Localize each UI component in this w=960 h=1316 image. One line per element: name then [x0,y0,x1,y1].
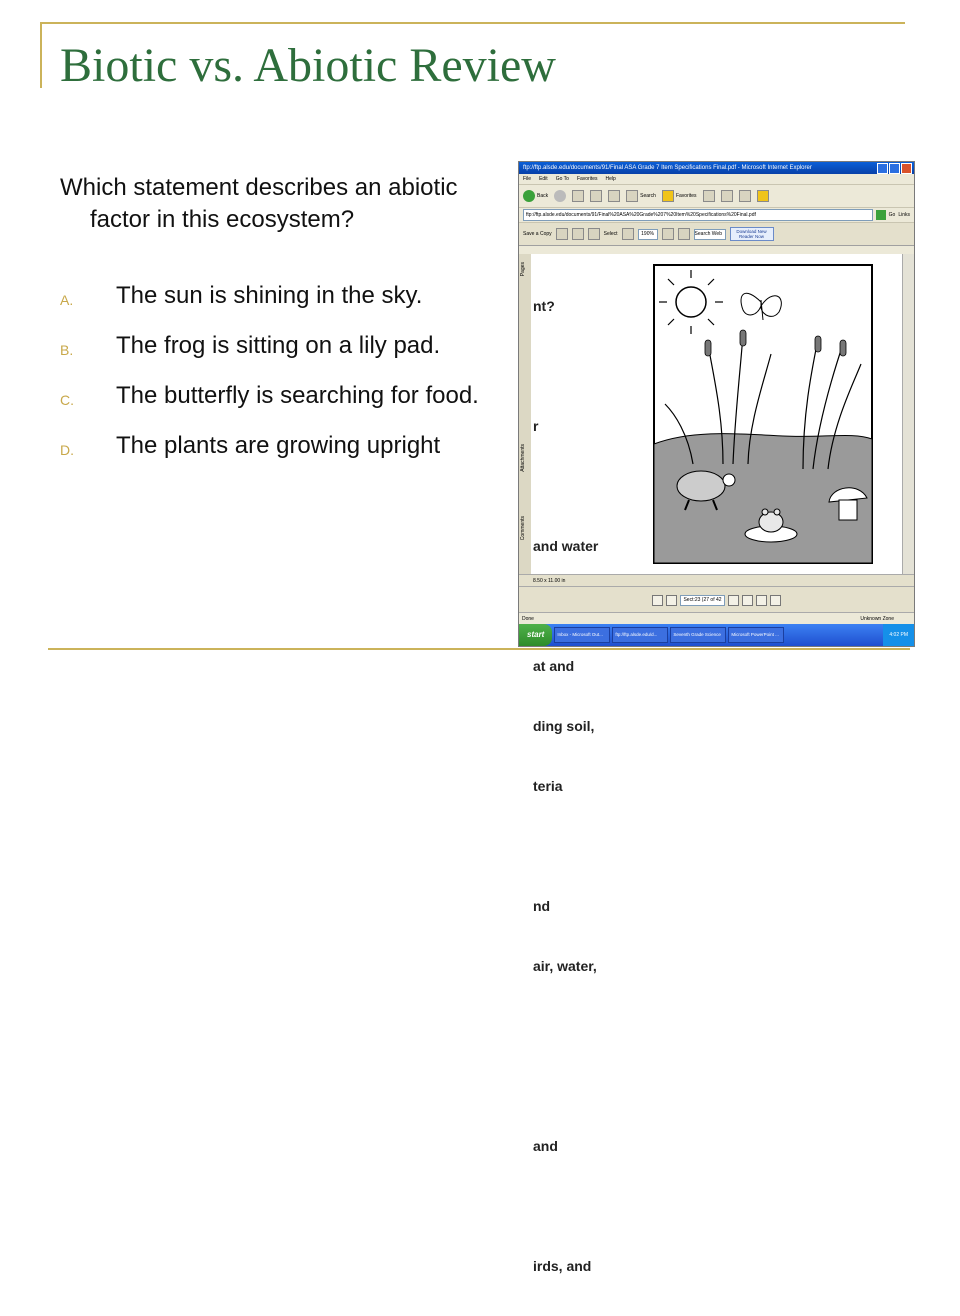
tab-comments[interactable]: Comments [520,516,526,541]
refresh-icon[interactable] [590,190,602,202]
menu-file[interactable]: File [523,176,532,182]
decorative-left-line [40,22,42,88]
home-icon[interactable] [608,190,620,202]
go-label[interactable]: Go [888,212,896,218]
answer-letter: B. [60,342,74,358]
address-bar [519,208,914,223]
decorative-top-line [40,22,905,24]
menu-favorites[interactable]: Favorites [576,176,598,182]
go-icon[interactable] [876,210,886,220]
history-icon[interactable] [703,190,715,202]
answer-text: The plants are growing upright [116,432,441,459]
page-size-label: 8.50 x 11.00 in [533,578,566,584]
menu-edit[interactable]: Edit [539,176,548,182]
answer-option-c [60,380,480,416]
windows-taskbar [519,624,914,646]
start-button[interactable]: start [519,624,552,646]
vertical-scrollbar[interactable] [902,254,914,574]
taskbar-item-powerpoint[interactable]: Microsoft PowerPoint ... [728,627,784,643]
zoom-tool-icon[interactable] [622,228,634,240]
fit-page-icon[interactable] [678,228,690,240]
answer-option-b [60,330,480,366]
last-page-icon[interactable] [742,595,753,606]
decorative-bottom-line [48,648,910,650]
browser-menu-bar [519,174,914,185]
go-forward-icon[interactable] [770,595,781,606]
slide-body [60,172,480,480]
answer-text: The sun is shining in the sky. [116,282,423,309]
stop-icon[interactable] [572,190,584,202]
embedded-browser-screenshot [518,161,915,1274]
taskbar-item-outlook[interactable]: Inbox - Microsoft Out... [554,627,610,643]
hand-tool-icon[interactable] [588,228,600,240]
star-icon [662,190,674,202]
answer-text: The butterfly is searching for food. [116,382,479,409]
search-web-field[interactable]: Search Web [694,229,726,240]
search-icon [626,190,638,202]
window-controls [877,163,912,174]
favorites-button[interactable]: Favorites [662,190,697,202]
slide-title: Biotic vs. Abiotic Review [60,39,556,92]
print-icon[interactable] [739,190,751,202]
answer-list [60,280,480,466]
go-back-icon[interactable] [756,595,767,606]
pdf-status-row [519,574,914,586]
address-input[interactable]: ftp://ftp.alsde.edu/documents/91/Final%20ASA%20Grade%207%20Item%20Specifications%20Final.pdf [523,209,873,221]
back-button[interactable]: Back [523,190,548,202]
email-icon[interactable] [572,228,584,240]
links-label[interactable]: Links [898,212,910,218]
back-arrow-icon [523,190,535,202]
folder-icon[interactable] [757,190,769,202]
taskbar-item-science[interactable]: Seventh Grade Science [670,627,726,643]
answer-option-a [60,280,480,316]
maximize-icon[interactable] [889,163,900,174]
taskbar-item-browser[interactable]: ftp://ftp.alsde.edu/d... [612,627,668,643]
answer-letter: D. [60,442,74,458]
zoom-in-icon[interactable] [662,228,674,240]
menu-go-to[interactable]: Go To [555,176,569,182]
print-icon[interactable] [556,228,568,240]
close-icon[interactable] [901,163,912,174]
browser-status-bar [519,612,914,624]
pdf-page-text: nt? r and water at and ding soil, teria nd air, water, and irds, and [533,298,599,1274]
answer-option-d [60,430,480,466]
question-text: Which statement describes an abiotic factor in this ecosystem? [60,174,458,233]
frog-icon [759,509,783,532]
browser-title-bar [519,162,914,174]
status-text: Done [522,616,534,622]
browser-toolbar [519,185,914,208]
save-copy-button[interactable]: Save a Copy [523,231,552,237]
answer-letter: A. [60,292,74,308]
page-indicator[interactable]: Sect:23 (27 of 42 [680,595,724,606]
forward-arrow-icon[interactable] [554,190,566,202]
next-page-icon[interactable] [728,595,739,606]
tab-pages[interactable]: Pages [520,262,526,277]
select-tool-button[interactable]: Select [603,231,618,237]
pond-ecosystem-illustration [653,264,873,564]
answer-letter: C. [60,392,74,408]
first-page-icon[interactable] [652,595,663,606]
pdf-navigation-bar [519,586,914,613]
system-tray-clock: 4:02 PM [883,624,914,646]
answer-text: The frog is sitting on a lily pad. [116,332,441,359]
pdf-toolbar [519,223,914,246]
minimize-icon[interactable] [877,163,888,174]
menu-help[interactable]: Help [605,176,616,182]
search-button[interactable]: Search [626,190,656,202]
browser-window-title: ftp://ftp.alsde.edu/documents/91/Final ASA Grade 7 Item Specifications Final.pdf - Microsoft Internet Explorer [523,165,812,171]
zoom-field[interactable]: 190% [638,229,658,240]
security-zone-label: Unknown Zone [860,616,894,622]
tab-attachments[interactable]: Attachments [520,444,526,472]
previous-page-icon[interactable] [666,595,677,606]
download-reader-button[interactable]: Download New Reader Now [730,227,774,241]
mail-icon[interactable] [721,190,733,202]
